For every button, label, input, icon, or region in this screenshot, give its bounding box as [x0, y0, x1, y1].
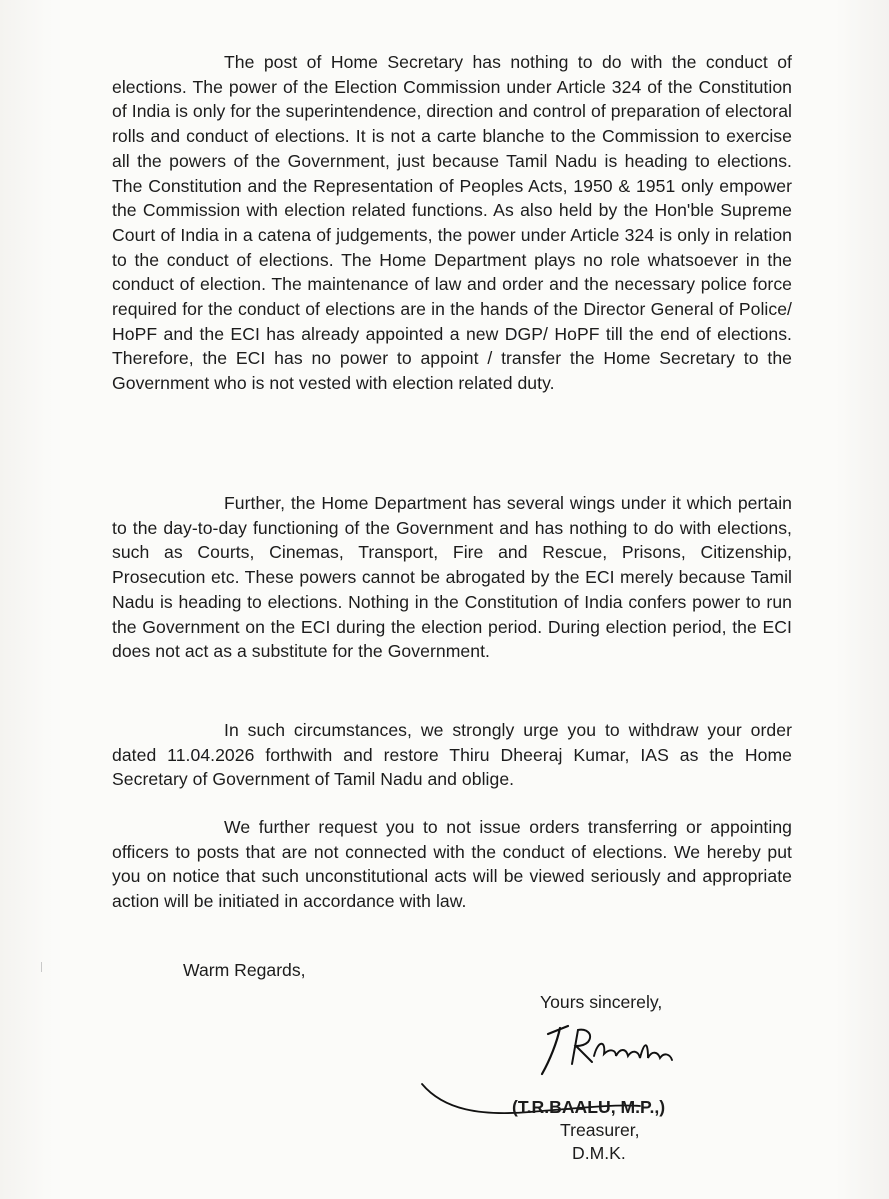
signatory-name: (T.R.BAALU, M.P.,) [512, 1097, 666, 1117]
letter-paragraph-1: The post of Home Secretary has nothing to do with the conduct of elections. The power of the Election Commission under Article 324 of the Constitution of India is only for the superintendence, direction and control of preparation of electoral rolls and conduct of elections. It is not a carte blanche to the Commission to exercise all the powers of the Government, just because Tamil Nadu is heading to elections. The Constitution and the Representation of Peoples Acts, 1950 & 1951 only empower the Commission with election related functions. As also held by the Hon'ble Supreme Court of India in a catena of judgements, the power under Article 324 is only in relation to the conduct of elections. The Home Department plays no role whatsoever in the conduct of election. The maintenance of law and order and the necessary police force required for the conduct of elections are in the hands of the Director General of Police/ HoPF and the ECI has already appointed a new DGP/ HoPF till the end of elections. Therefore, the ECI has no power to appoint / transfer the Home Secretary to the Government who is not vested with election related duty. [112, 52, 792, 394]
letter-paragraph-4: We further request you to not issue orders transferring or appointing officers to posts that are not connected with the conduct of elections. We hereby put you on notice that such unconstitutional acts will be viewed seriously and appropriate action will be initiated in accordance with law. [112, 817, 792, 912]
closing-salutation: Warm Regards, [183, 960, 306, 980]
signatory-title: Treasurer, [560, 1120, 640, 1140]
signoff-text: Yours sincerely, [540, 992, 663, 1012]
letter-paragraph-2: Further, the Home Department has several wings under it which pertain to the day-to-day functioning of the Government and has nothing to do with elections, such as Courts, Cinemas, Transport, Fire and Rescue, Prisons, Citizenship, Prosecution etc. These powers cannot be abrogated by the ECI merely because Tamil Nadu is heading to elections. Nothing in the Constitution of India confers power to run the Government on the ECI during the election period. During election period, the ECI does not act as a substitute for the Government. [112, 493, 792, 662]
signatory-organization: D.M.K. [572, 1143, 626, 1163]
letter-paragraph-3: In such circumstances, we strongly urge you to withdraw your order dated 11.04.2026 forthwith and restore Thiru Dheeraj Kumar, IAS as the Home Secretary of Government of Tamil Nadu and oblige. [112, 720, 792, 790]
signature-block [500, 992, 730, 1172]
paper-mark [41, 962, 42, 972]
